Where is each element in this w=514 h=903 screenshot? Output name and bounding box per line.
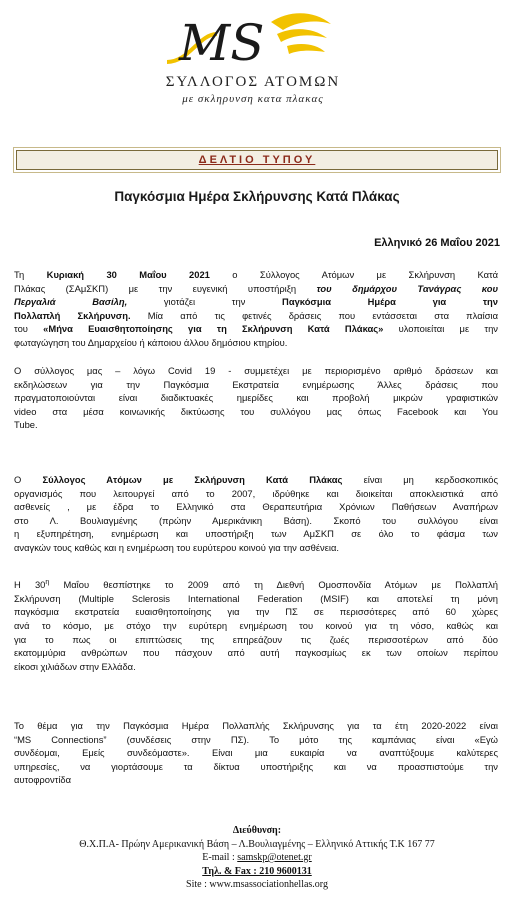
logo-mark-text: MS (179, 14, 265, 72)
footer-phone: Τηλ. & Fax : 210 9600131 (202, 865, 312, 877)
document-title: Παγκόσμια Ημέρα Σκλήρυνσης Κατά Πλάκας (114, 189, 400, 204)
press-release-banner (16, 150, 498, 170)
paragraph-covid-actions: Ο σύλλογος μας – λόγω Covid 19 - συμμετέχει με περιορισμένο αριθμό δράσεων και εκδηλώσεων για την Παγκόσμια Εκστρατεία ενημέρωσης Άλλες δράσεις που πραγματοποιούνται είναι διαδικτυακές ημερίδες και προβολή μικρών γραφιστικών video στα μέσα κοινωνικής δικτύωσης του συλλόγου μας όπως Facebook και You Tube. (14, 365, 498, 431)
email-link[interactable]: samskp@otenet.gr (237, 852, 312, 863)
paragraph-campaign-theme: Το θέμα για την Παγκόσμια Ημέρα Πολλαπλής Σκλήρυνσης για τα έτη 2020-2022 είναι “MS Connections” (συνδέσεις στην ΠΣ). Το μότο της καμπάνιας είναι «Εγώ συνδέομαι, Εμείς συνδεόμαστε». Είναι μια ευκαιρία να αναπτύξουμε καλύτερες υπηρεσίες, να γιορτάσουμε τα δίκτυα υποστήριξης και να προασπιστούμε την αυτοφροντίδα (14, 720, 498, 786)
paragraph-association: Ο Σύλλογος Ατόμων με Σκλήρυνση Κατά Πλάκας είναι μη κερδοσκοπικός οργανισμός που λειτουργεί από το 2007, ιδρύθηκε και διοικείται αποκλειστικά από ασθενείς , με έδρα το Ελληνικό στα Θεραπευτήρια Χρόνιων Παθήσεων Αναπήρων στο Λ. Βουλιαγμένης (πρώην Αμερικάνικη Βάση). Σκοπό του συλλόγου είναι η εξυπηρέτηση, ενημέρωση και υποστήριξη των ΑμΣΚΠ σε όλο το φάσμα των αναγκών τους καθώς και η ενημέρωση του ευρύτερου κοινού για την ασθένεια. (14, 474, 498, 553)
footer-website[interactable]: Site : www.msassociationhellas.org (186, 879, 328, 890)
footer-address: Θ.Χ.Π.Α- Πρώην Αμερικανική Βάση – Λ.Βουλιαγμένης – Ελληνικό Αττικής Τ.Κ 167 77 (79, 838, 435, 850)
footer-heading: Διεύθυνση: (232, 825, 282, 836)
document-date: Ελληνικό 26 Μαΐου 2021 (374, 237, 500, 249)
paragraph-world-ms-day: Η $30^\eta$ Μαΐου θεσπίστηκε το 2009 από τη Διεθνή Ομοσπονδία Ατόμων με Πολλαπλή Σκλήρυνση (Multiple Sclerosis International Federation (MSIF) και αποτελεί τη μόνη παγκόσμια εκστρατεία ευαισθητοποίησης για την ΠΣ σε περισσότερες από 60 χώρες ανά το κόσμο, με στόχο την ευρύτερη ενημέρωση του κοινού για τη νόσο, καθώς και για το πως οι επιπτώσεις της επηρεάζουν τις ζωές περισσοτέρων από δύο εκατομμύρια ανθρώπων που πάσχουν από αυτή παγκοσμίως εκ των οποίων περίπου είκοσι χιλιάδων στην Ελλάδα. (14, 579, 498, 672)
logo-name-line: ΣΥΛΛΟΓΟΣ ΑΤΟΜΩΝ (165, 74, 341, 90)
footer-email-row: E-mail : samskp@otenet.gr (202, 852, 312, 863)
association-logo (137, 4, 367, 104)
contact-footer (0, 824, 514, 892)
paragraph-event: Τη Κυριακή 30 Μαΐου 2021 ο Σύλλογος Ατόμων με Σκλήρυνση Κατά Πλάκας (ΣΑμΣΚΠ) με την ευγενική υποστήριξη του δημάρχου Τανάγρας κου Περγαλιά Βασίλη, γιοτάζει την Παγκόσμια Ημέρα για την Πολλαπλή Σκλήρυνση. Μία από τις φετινές δράσεις που εντάσσεται στα πλαίσια του «Μήνα Ευαισθητοποίησης για τη Σκλήρυνση Κατά Πλάκας» υλοποιείται με την φωταγώγηση του Δημαρχείου ή κάποιου άλλου δημόσιου κτηρίου. (14, 269, 499, 348)
press-release-label: ΔΕΛΤΙΟ ΤΥΠΟΥ (198, 154, 316, 166)
ms-logo-mark (159, 4, 347, 72)
logo-subtitle-line: με σκληρυνση κατα πλακας (182, 93, 324, 105)
